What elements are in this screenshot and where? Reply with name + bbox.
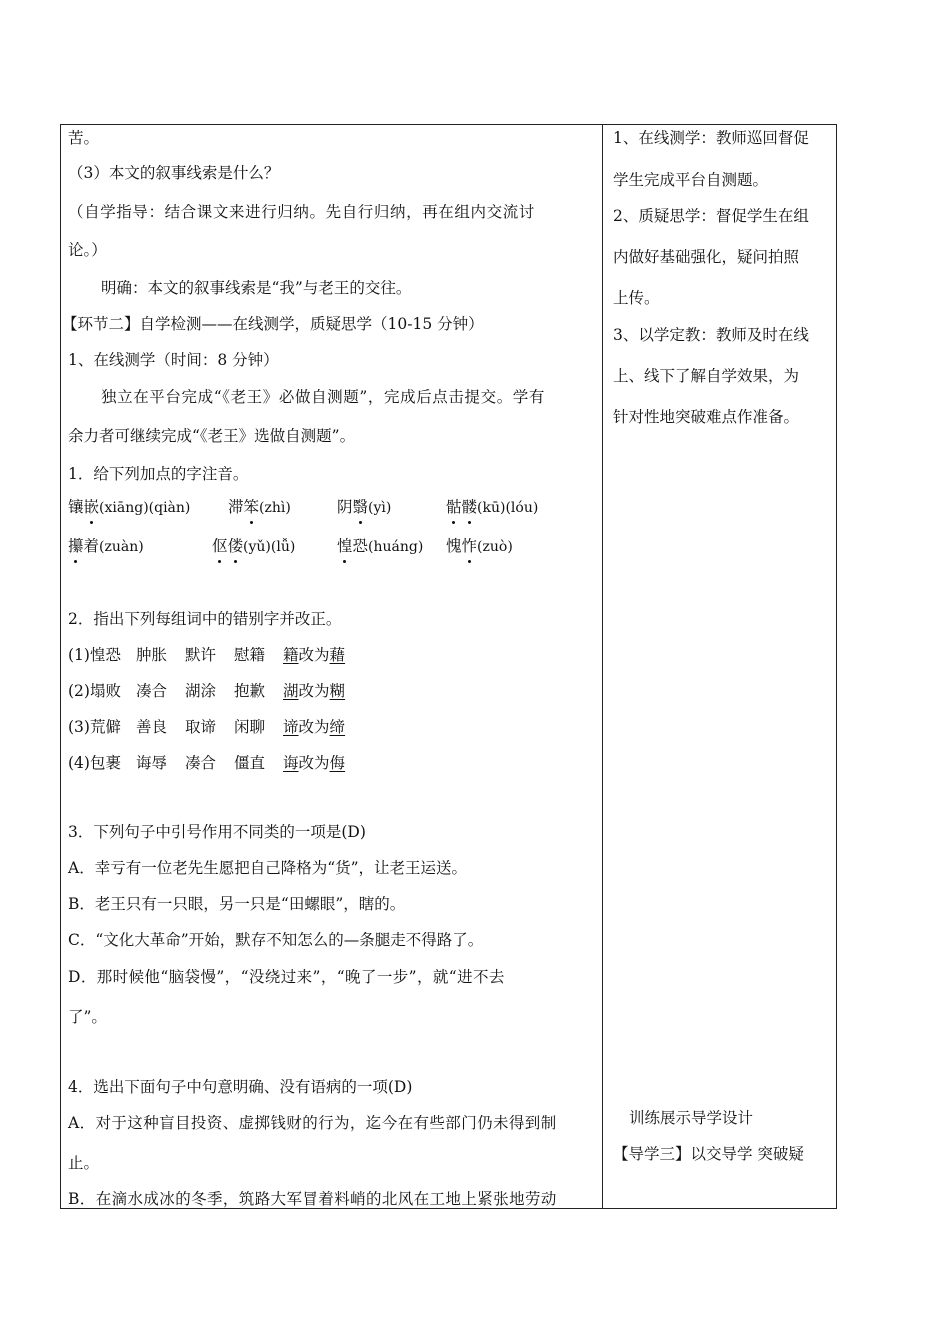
teacher-note: 上传。 (613, 289, 660, 307)
word-row: (3)荒僻 善良 取谛 闲聊 谛改为缔 (68, 718, 346, 736)
pinyin-item: 伛偻(yǔ)(lǚ) (212, 537, 296, 555)
pinyin-item: 镶嵌(xiāng)(qiàn) (68, 498, 191, 516)
question-3: （3）本文的叙事线索是什么？ (68, 164, 280, 182)
instruction-line: 余力者可继续完成“《老王》选做自测题”。 (68, 427, 356, 445)
option-b: B．在滴水成冰的冬季，筑路大军冒着料峭的北风在工地上紧张地劳动 (68, 1190, 557, 1208)
option-a: A．对于这种盲目投资、虚掷钱财的行为，迄今在有些部门仍未得到制 (68, 1114, 557, 1132)
option-b: B．老王只有一只眼，另一只是“田螺眼”，瞎的。 (68, 895, 406, 913)
teacher-note: 1、在线测学：教师巡回督促 (613, 129, 809, 147)
exercise-2-prompt: 2．指出下列每组词中的错别字并改正。 (68, 610, 342, 628)
option-c: C．“文化大革命”开始，默存不知怎么的—条腿走不得路了。 (68, 931, 484, 949)
pinyin-item: 攥着(zuàn) (68, 537, 144, 555)
option-a-cont: 止。 (68, 1154, 100, 1172)
exercise-3-prompt: 3．下列句子中引号作用不同类的一项是(D) (68, 823, 366, 841)
answer-line: 明确：本文的叙事线索是“我”与老王的交往。 (101, 279, 412, 297)
option-d: D．那时候他“脑袋慢”，“没绕过来”，“晚了一步”，就“进不去 (68, 968, 505, 986)
teacher-note: 3、以学定教：教师及时在线 (613, 326, 809, 344)
exercise-4-prompt: 4．选出下面句子中句意明确、没有语病的一项(D) (68, 1078, 413, 1096)
section-heading: 【环节二】自学检测——在线测学，质疑思学（10-15 分钟） (62, 315, 484, 333)
word-row: (2)塌败 凑合 湖涂 抱歉 湖改为糊 (68, 682, 346, 700)
option-d-cont: 了”。 (68, 1008, 107, 1026)
pinyin-item: 骷髅(kū)(lóu) (446, 498, 539, 516)
pinyin-item: 阴翳(yì) (337, 498, 392, 516)
teacher-note: 内做好基础强化，疑问拍照 (613, 248, 800, 266)
self-study-guide: （自学指导：结合课文来进行归纳。先自行归纳，再在组内交流讨 (68, 203, 535, 221)
teacher-note: 针对性地突破难点作准备。 (613, 408, 800, 426)
pinyin-item: 愧怍(zuò) (446, 537, 513, 555)
column-divider (602, 124, 603, 1209)
text-line: 苦。 (68, 129, 100, 147)
word-row: (1)惶恐 肿胀 默许 慰籍 籍改为藉 (68, 646, 346, 664)
teacher-note: 学生完成平台自测题。 (613, 171, 769, 189)
exercise-1-prompt: 1．给下列加点的字注音。 (68, 465, 249, 483)
section-title: 训练展示导学设计 (629, 1109, 754, 1127)
instruction-line: 独立在平台完成“《老王》必做自测题”，完成后点击提交。学有 (101, 388, 545, 406)
pinyin-item: 惶恐(huáng) (337, 537, 424, 555)
pinyin-item: 滞笨(zhì) (228, 498, 291, 516)
teacher-note: 上、线下了解自学效果，为 (613, 367, 800, 385)
option-a: A．幸亏有一位老先生愿把自己降格为“货”，让老王运送。 (68, 859, 468, 877)
guide-heading: 【导学三】以交导学 突破疑 (613, 1145, 804, 1163)
word-row: (4)包裹 诲辱 凑合 僵直 诲改为侮 (68, 754, 346, 772)
teacher-note: 2、质疑思学：督促学生在组 (613, 207, 809, 225)
text-line: 论。） (68, 241, 107, 259)
subsection-heading: 1、在线测学（时间：8 分钟） (68, 351, 279, 369)
